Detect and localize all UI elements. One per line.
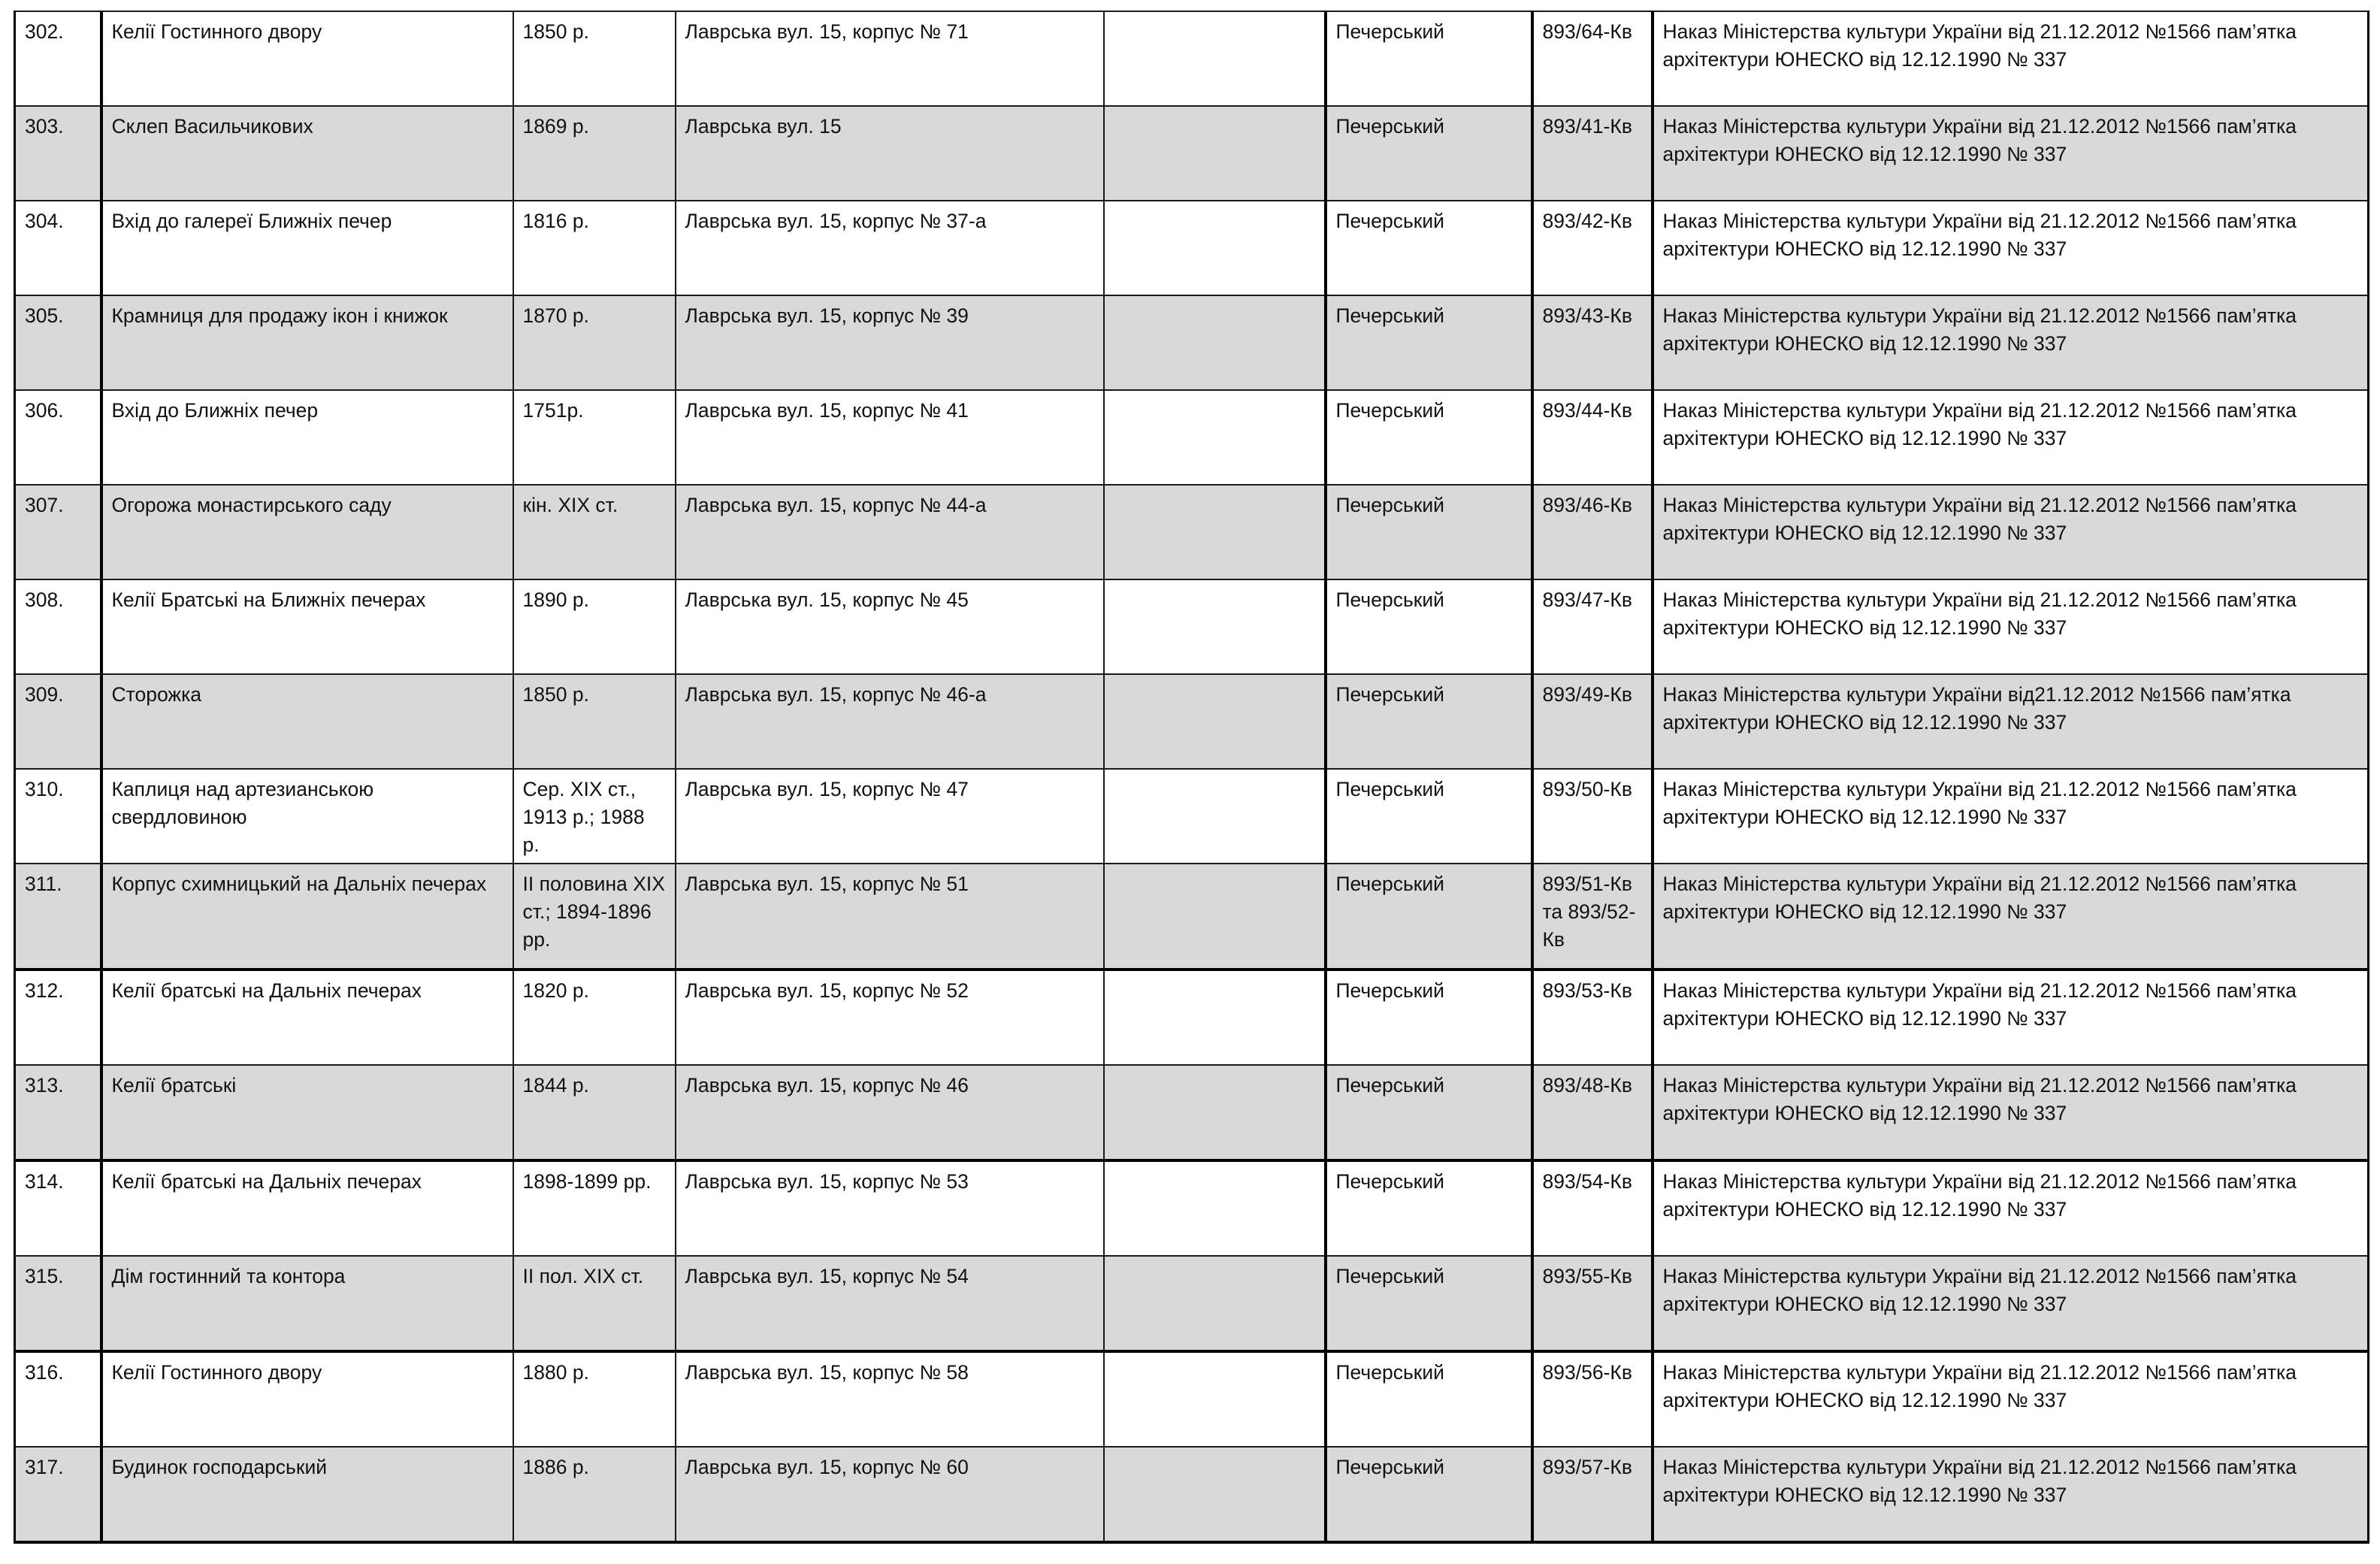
cell-date: 1751р. (513, 390, 676, 485)
cell-extra (1104, 1065, 1326, 1160)
cell-registry-number: 893/55-Кв (1532, 1256, 1653, 1351)
cell-document: Наказ Міністерства культури України від 21.12.2012 №1566 пам’ятка архітектури ЮНЕСКО від 12.12.1990 № 337 (1653, 11, 2369, 106)
table-row (15, 1351, 2369, 1447)
cell-name: Дім гостинний та контора (101, 1256, 513, 1351)
cell-address: Лаврська вул. 15, корпус № 37-а (676, 201, 1104, 295)
cell-registry-number: 893/50-Кв (1532, 769, 1653, 864)
cell-document: Наказ Міністерства культури України від 21.12.2012 №1566 пам’ятка архітектури ЮНЕСКО від 12.12.1990 № 337 (1653, 864, 2369, 970)
cell-name: Вхід до Ближніх печер (101, 390, 513, 485)
cell-document: Наказ Міністерства культури України від 21.12.2012 №1566 пам’ятка архітектури ЮНЕСКО від 12.12.1990 № 337 (1653, 769, 2369, 864)
cell-document: Наказ Міністерства культури України від 21.12.2012 №1566 пам’ятка архітектури ЮНЕСКО від 12.12.1990 № 337 (1653, 201, 2369, 295)
cell-number: 317. (15, 1447, 101, 1542)
cell-number: 304. (15, 201, 101, 295)
cell-extra (1104, 485, 1326, 579)
cell-number: 303. (15, 106, 101, 201)
cell-date: 1869 р. (513, 106, 676, 201)
cell-registry-number: 893/53-Кв (1532, 970, 1653, 1065)
cell-extra (1104, 970, 1326, 1065)
cell-address: Лаврська вул. 15, корпус № 51 (676, 864, 1104, 970)
cell-registry-number: 893/47-Кв (1532, 579, 1653, 674)
cell-number: 316. (15, 1351, 101, 1447)
cell-name: Склеп Васильчикових (101, 106, 513, 201)
cell-name: Келії Гостинного двору (101, 1351, 513, 1447)
cell-document: Наказ Міністерства культури України від 21.12.2012 №1566 пам’ятка архітектури ЮНЕСКО від 12.12.1990 № 337 (1653, 1065, 2369, 1160)
cell-date: Сер. ХІХ ст., 1913 р.; 1988 р. (513, 769, 676, 864)
heritage-registry-table (14, 11, 2369, 1544)
cell-extra (1104, 1160, 1326, 1256)
cell-district: Печерський (1326, 1351, 1532, 1447)
cell-name: Сторожка (101, 674, 513, 769)
cell-registry-number: 893/43-Кв (1532, 295, 1653, 390)
cell-extra (1104, 674, 1326, 769)
cell-date: 1820 р. (513, 970, 676, 1065)
cell-registry-number: 893/64-Кв (1532, 11, 1653, 106)
cell-document: Наказ Міністерства культури України від21.12.2012 №1566 пам’ятка архітектури ЮНЕСКО від 12.12.1990 № 337 (1653, 674, 2369, 769)
cell-document: Наказ Міністерства культури України від 21.12.2012 №1566 пам’ятка архітектури ЮНЕСКО від 12.12.1990 № 337 (1653, 1447, 2369, 1542)
cell-number: 308. (15, 579, 101, 674)
cell-name: Крамниця для продажу ікон і книжок (101, 295, 513, 390)
cell-name: Огорожа монастирського саду (101, 485, 513, 579)
cell-address: Лаврська вул. 15, корпус № 46-а (676, 674, 1104, 769)
cell-date: 1850 р. (513, 674, 676, 769)
table-row (15, 1160, 2369, 1256)
cell-name: Корпус схимницький на Дальніх печерах (101, 864, 513, 970)
cell-date: 1880 р. (513, 1351, 676, 1447)
cell-extra (1104, 1256, 1326, 1351)
cell-registry-number: 893/41-Кв (1532, 106, 1653, 201)
cell-district: Печерський (1326, 864, 1532, 970)
cell-date: ІІ пол. ХІХ ст. (513, 1256, 676, 1351)
cell-name: Келії братські на Дальніх печерах (101, 970, 513, 1065)
cell-number: 309. (15, 674, 101, 769)
cell-district: Печерський (1326, 295, 1532, 390)
cell-name: Келії братські на Дальніх печерах (101, 1160, 513, 1256)
table-row (15, 1447, 2369, 1542)
table-row (15, 295, 2369, 390)
cell-number: 310. (15, 769, 101, 864)
cell-document: Наказ Міністерства культури України від 21.12.2012 №1566 пам’ятка архітектури ЮНЕСКО від 12.12.1990 № 337 (1653, 106, 2369, 201)
cell-extra (1104, 579, 1326, 674)
cell-extra (1104, 769, 1326, 864)
cell-district: Печерський (1326, 579, 1532, 674)
cell-number: 306. (15, 390, 101, 485)
cell-number: 314. (15, 1160, 101, 1256)
cell-extra (1104, 864, 1326, 970)
cell-district: Печерський (1326, 390, 1532, 485)
cell-district: Печерський (1326, 11, 1532, 106)
cell-date: 1816 р. (513, 201, 676, 295)
cell-address: Лаврська вул. 15, корпус № 41 (676, 390, 1104, 485)
cell-date: кін. ХІХ ст. (513, 485, 676, 579)
cell-registry-number: 893/54-Кв (1532, 1160, 1653, 1256)
cell-name: Вхід до галереї Ближніх печер (101, 201, 513, 295)
cell-extra (1104, 106, 1326, 201)
cell-date: 1850 р. (513, 11, 676, 106)
cell-district: Печерський (1326, 106, 1532, 201)
cell-number: 315. (15, 1256, 101, 1351)
cell-document: Наказ Міністерства культури України від 21.12.2012 №1566 пам’ятка архітектури ЮНЕСКО від 12.12.1990 № 337 (1653, 970, 2369, 1065)
cell-document: Наказ Міністерства культури України від 21.12.2012 №1566 пам’ятка архітектури ЮНЕСКО від 12.12.1990 № 337 (1653, 1256, 2369, 1351)
cell-number: 305. (15, 295, 101, 390)
cell-address: Лаврська вул. 15, корпус № 46 (676, 1065, 1104, 1160)
cell-address: Лаврська вул. 15, корпус № 47 (676, 769, 1104, 864)
cell-document: Наказ Міністерства культури України від 21.12.2012 №1566 пам’ятка архітектури ЮНЕСКО від 12.12.1990 № 337 (1653, 390, 2369, 485)
cell-extra (1104, 1447, 1326, 1542)
table-row (15, 1065, 2369, 1160)
cell-district: Печерський (1326, 1256, 1532, 1351)
table-row (15, 579, 2369, 674)
cell-district: Печерський (1326, 769, 1532, 864)
table-row (15, 390, 2369, 485)
cell-name: Келії братські (101, 1065, 513, 1160)
cell-document: Наказ Міністерства культури України від 21.12.2012 №1566 пам’ятка архітектури ЮНЕСКО від 12.12.1990 № 337 (1653, 1351, 2369, 1447)
table-row (15, 1256, 2369, 1351)
cell-district: Печерський (1326, 201, 1532, 295)
cell-extra (1104, 390, 1326, 485)
cell-extra (1104, 1351, 1326, 1447)
cell-extra (1104, 11, 1326, 106)
cell-registry-number: 893/51-Кв та 893/52-Кв (1532, 864, 1653, 970)
cell-registry-number: 893/57-Кв (1532, 1447, 1653, 1542)
cell-document: Наказ Міністерства культури України від 21.12.2012 №1566 пам’ятка архітектури ЮНЕСКО від 12.12.1990 № 337 (1653, 1160, 2369, 1256)
cell-registry-number: 893/42-Кв (1532, 201, 1653, 295)
cell-address: Лаврська вул. 15, корпус № 39 (676, 295, 1104, 390)
cell-date: 1898-1899 рр. (513, 1160, 676, 1256)
cell-district: Печерський (1326, 970, 1532, 1065)
cell-document: Наказ Міністерства культури України від 21.12.2012 №1566 пам’ятка архітектури ЮНЕСКО від 12.12.1990 № 337 (1653, 579, 2369, 674)
cell-address: Лаврська вул. 15 (676, 106, 1104, 201)
table-body (15, 11, 2369, 1542)
cell-registry-number: 893/44-Кв (1532, 390, 1653, 485)
cell-address: Лаврська вул. 15, корпус № 54 (676, 1256, 1104, 1351)
cell-registry-number: 893/56-Кв (1532, 1351, 1653, 1447)
cell-district: Печерський (1326, 1160, 1532, 1256)
cell-number: 313. (15, 1065, 101, 1160)
table-row (15, 769, 2369, 864)
table-row (15, 201, 2369, 295)
cell-number: 312. (15, 970, 101, 1065)
table-row (15, 674, 2369, 769)
table-row (15, 864, 2369, 970)
cell-document: Наказ Міністерства культури України від 21.12.2012 №1566 пам’ятка архітектури ЮНЕСКО від 12.12.1990 № 337 (1653, 485, 2369, 579)
cell-address: Лаврська вул. 15, корпус № 52 (676, 970, 1104, 1065)
cell-registry-number: 893/46-Кв (1532, 485, 1653, 579)
cell-number: 307. (15, 485, 101, 579)
cell-name: Каплиця над артезианською свердловиною (101, 769, 513, 864)
cell-name: Келії Гостинного двору (101, 11, 513, 106)
table-row (15, 11, 2369, 106)
table-row (15, 106, 2369, 201)
cell-date: 1844 р. (513, 1065, 676, 1160)
cell-name: Келії Братські на Ближніх печерах (101, 579, 513, 674)
cell-date: 1870 р. (513, 295, 676, 390)
cell-address: Лаврська вул. 15, корпус № 45 (676, 579, 1104, 674)
cell-number: 302. (15, 11, 101, 106)
cell-district: Печерський (1326, 674, 1532, 769)
cell-date: ІІ половина ХІХ ст.; 1894-1896 рр. (513, 864, 676, 970)
cell-registry-number: 893/48-Кв (1532, 1065, 1653, 1160)
cell-address: Лаврська вул. 15, корпус № 60 (676, 1447, 1104, 1542)
document-page (14, 11, 2367, 1544)
table-row (15, 970, 2369, 1065)
cell-address: Лаврська вул. 15, корпус № 58 (676, 1351, 1104, 1447)
cell-registry-number: 893/49-Кв (1532, 674, 1653, 769)
table-row (15, 485, 2369, 579)
cell-extra (1104, 201, 1326, 295)
cell-document: Наказ Міністерства культури України від 21.12.2012 №1566 пам’ятка архітектури ЮНЕСКО від 12.12.1990 № 337 (1653, 295, 2369, 390)
cell-address: Лаврська вул. 15, корпус № 44-а (676, 485, 1104, 579)
cell-date: 1886 р. (513, 1447, 676, 1542)
cell-district: Печерський (1326, 1065, 1532, 1160)
cell-district: Печерський (1326, 485, 1532, 579)
cell-address: Лаврська вул. 15, корпус № 53 (676, 1160, 1104, 1256)
cell-number: 311. (15, 864, 101, 970)
cell-extra (1104, 295, 1326, 390)
cell-district: Печерський (1326, 1447, 1532, 1542)
cell-date: 1890 р. (513, 579, 676, 674)
cell-name: Будинок господарський (101, 1447, 513, 1542)
cell-address: Лаврська вул. 15, корпус № 71 (676, 11, 1104, 106)
